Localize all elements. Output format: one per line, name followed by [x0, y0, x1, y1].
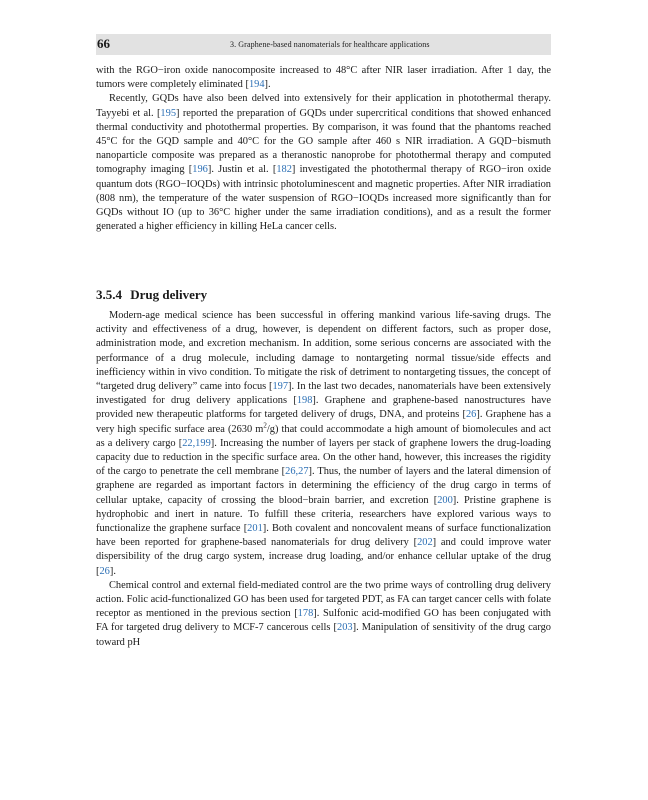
- text-run: ]. Sulfonic acid-modified GO has been conjugated with FA for targeted drug delivery to MCF-7 cancerous cells [: [96, 608, 552, 634]
- text-run: ] reported the preparation of GQDs under supercritical conditions that showed enhanced thermal conductivity and photothermal properties. By comparison, it was found that the phantoms reached 45°C for the GQD sample and 40°C for the GO sample after 460 s NIR irradiation. A GQD−bismuth nanoparticle composite was prepared as a theranostic nanoprobe for photothermal therapy and computed tomography imaging [: [96, 107, 551, 176]
- citation-link[interactable]: 201: [247, 523, 263, 535]
- text-run: ]. Thus, the number of layers and the lateral dimension of graphene are regarded as important factors in determining the efficiency of the drug cargo in terms of cellular uptake, capacity of crossing the blood−brain barrier, and excretion [: [96, 466, 551, 506]
- superscript: 2: [263, 421, 267, 430]
- citation-link[interactable]: 194: [248, 79, 265, 91]
- citation-link[interactable]: 178: [297, 608, 314, 620]
- text-run: ]. Graphene and graphene-based nanostructures have provided new therapeutic platforms for targeted delivery of drugs, DNA, and proteins [: [96, 395, 551, 421]
- body-text-top: [96, 64, 551, 234]
- paragraph: [96, 309, 551, 579]
- text-run: ].: [264, 79, 271, 91]
- text-run: Recently, GQDs have also been delved into extensively for their application in photothermal therapy. Tayyebi et al. [: [96, 93, 551, 119]
- text-run: ]. In the last two decades, nanomaterials have been extensively investigated for drug delivery applications [: [96, 381, 551, 407]
- section-heading: [96, 287, 207, 303]
- citation-link[interactable]: 196: [192, 164, 208, 176]
- body-text-drug-delivery: [96, 309, 551, 650]
- text-run: ]. Pristine graphene is hydrophobic and inert in nature. To fulfill these criteria, researchers have explored various ways to functionalize the graphene surface [: [96, 494, 551, 535]
- text-run: ] and could improve water dispersibility of the drug cargo system, increase drug loading, and/or enhance cellular uptake of the drug [: [96, 537, 551, 577]
- citation-link[interactable]: 203: [337, 622, 353, 634]
- citation-link[interactable]: 202: [417, 537, 433, 549]
- text-run: ]. Both covalent and noncovalent means of surface functionalization have been reported for graphene-based nanomaterials for drug delivery [: [96, 523, 552, 549]
- citation-link[interactable]: 195: [160, 107, 177, 119]
- text-run: ]. Manipulation of sensitivity of the drug cargo toward pH: [96, 622, 551, 648]
- text-run: ]. Graphene has a very high specific surface area (2630 m: [96, 409, 551, 435]
- paragraph: [96, 92, 551, 234]
- section-number: 3.5.4: [96, 287, 122, 302]
- citation-link[interactable]: 200: [437, 494, 453, 506]
- citation-link[interactable]: 26: [99, 565, 110, 577]
- text-run: /g) that could accommodate a high amount of biomolecules and act as a delivery cargo [: [96, 423, 551, 449]
- citation-link[interactable]: 22,199: [182, 437, 211, 449]
- running-title: 3. Graphene-based nanomaterials for healthcare applications: [230, 40, 430, 49]
- citation-link[interactable]: 26,27: [285, 466, 309, 478]
- page-number: 66: [97, 36, 110, 51]
- text-run: with the RGO−iron oxide nanocomposite increased to 48°C after NIR laser irradiation. After 1 day, the tumors were completely eliminated [: [96, 65, 551, 91]
- paragraph: [96, 579, 551, 650]
- text-run: Modern-age medical science has been successful in offering mankind various life-saving drugs. The activity and effectiveness of a drug, however, is dependent on different factors, such as proper dose, administration mode, and excretion mechanism. In addition, some serious concerns are associated with the performance of a drug molecule, including damage to nontargeting normal tissue/side effects and inefficiency within in vivo condition. To mitigate the risk of detriment to nontargeting tissues, the concept of “targeted drug delivery” came into focus [: [96, 310, 551, 393]
- citation-link[interactable]: 198: [296, 395, 313, 407]
- text-run: Chemical control and external field-mediated control are the two prime ways of controlling drug delivery action. Folic acid-functionalized GO has been used for targeted PDT, as FA can target cancer cells with folate receptor as mentioned in the previous section [: [96, 579, 551, 620]
- citation-link[interactable]: 26: [465, 409, 477, 421]
- text-run: ]. Increasing the number of layers per stack of graphene lowers the drug-loading capacity due to reduction in the specific surface area. On the other hand, however, this increases the rigidity of the cargo to penetrate the cell membrane [: [96, 437, 551, 478]
- paragraph: [96, 64, 551, 92]
- text-run: ] investigated the photothermal therapy of RGO−iron oxide quantum dots (RGO−IOQDs) with intrinsic photoluminescent and magnetic properties. After NIR irradiation (808 nm), the temperature of the water suspension of RGO−IOQDs increased more significantly than for GQDs without IO (up to 36°C higher under the same irradiation conditions), and as a result the former generated a higher efficiency in killing HeLa cancer cells.: [96, 164, 551, 233]
- section-title: Drug delivery: [130, 287, 208, 302]
- citation-link[interactable]: 182: [276, 164, 292, 176]
- citation-link[interactable]: 197: [272, 381, 289, 393]
- text-run: ]. Justin et al. [: [207, 164, 277, 176]
- text-run: ].: [109, 565, 116, 577]
